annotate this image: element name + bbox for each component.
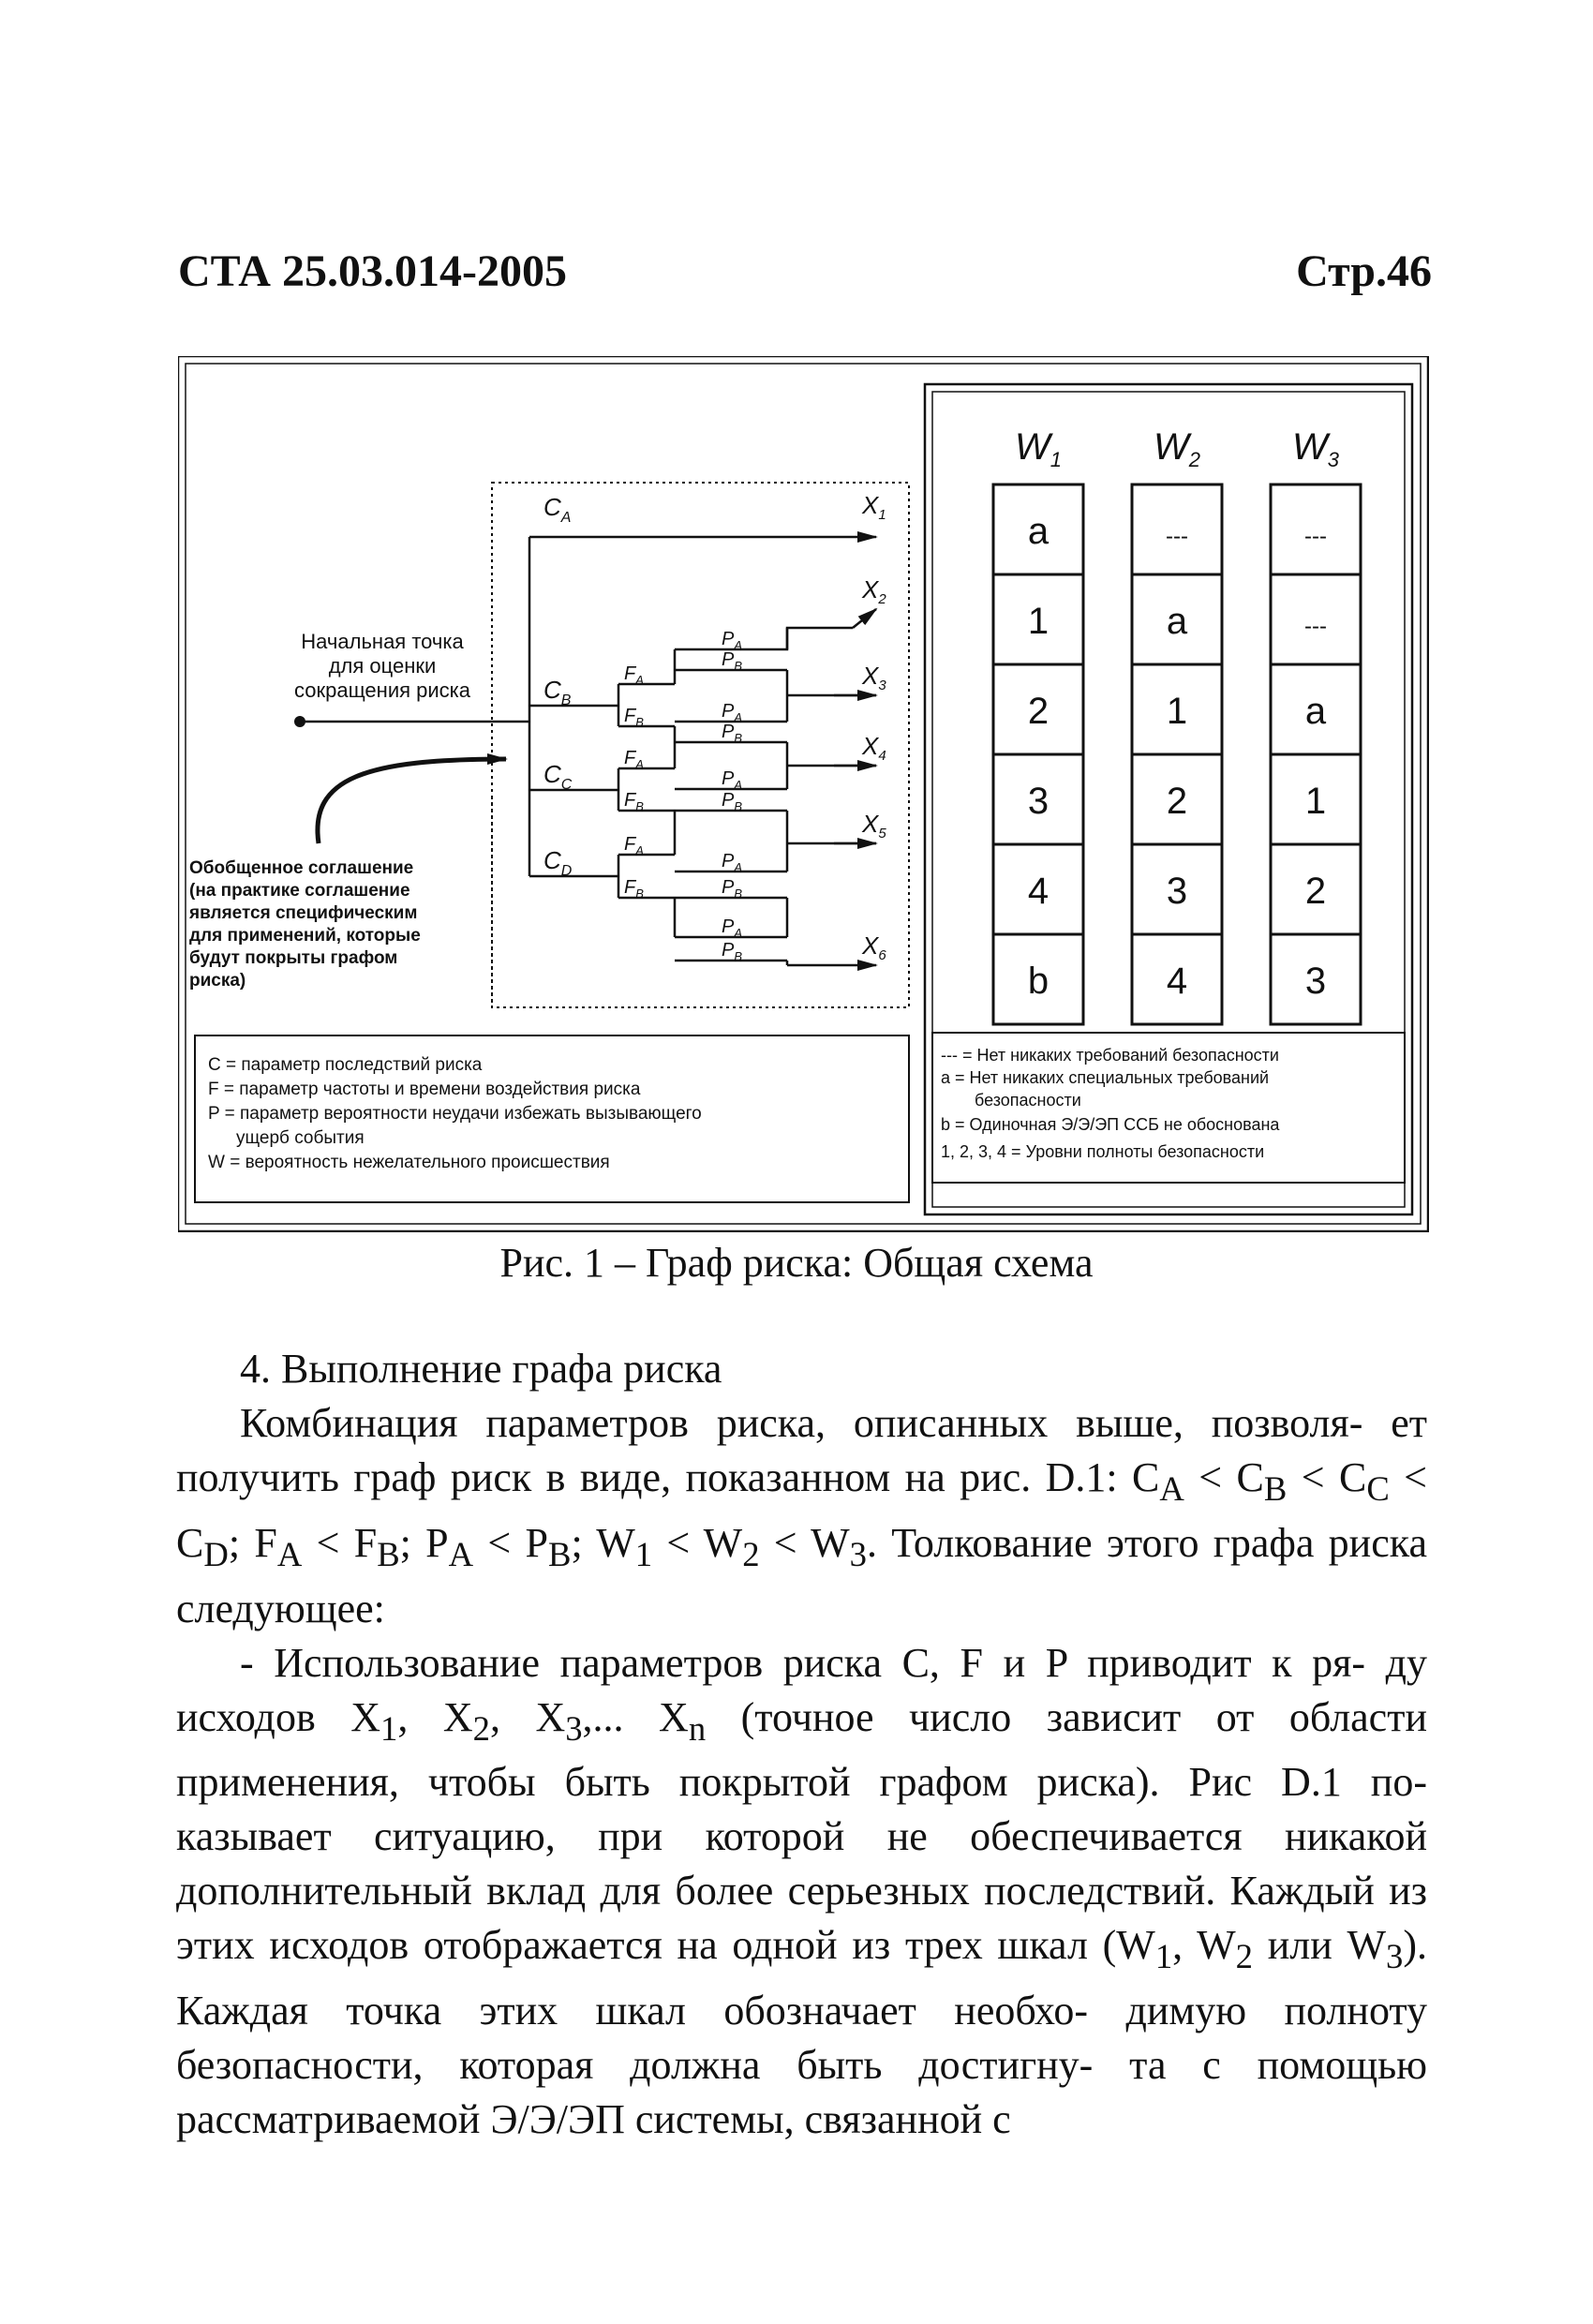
w-cell-value: a: [1304, 691, 1327, 732]
p1-text: < C: [176, 1454, 1427, 1566]
p2-sub: 1: [380, 1708, 398, 1748]
p2-text: Каждый из этих исходов отображается на одной из трех шкал: [176, 1868, 1427, 1969]
p2-text: ду исходов X: [176, 1639, 1428, 1740]
p1-text: ; W: [571, 1519, 635, 1566]
w-cell-value: 3: [1166, 871, 1188, 912]
w-scale-grid: [993, 484, 1361, 1024]
f-label-b-2: $F_B$: [624, 790, 644, 813]
p1-sub: 1: [634, 1534, 653, 1573]
w-cell-value: ---: [1304, 524, 1327, 549]
c-label-a: $C_A$: [543, 493, 572, 526]
legend-p-continued: ущерб события: [236, 1128, 365, 1148]
p2-text: , X: [397, 1693, 473, 1740]
p1-text: < W: [759, 1519, 850, 1566]
w-cell-value: b: [1027, 961, 1050, 1002]
p-label-b-3: $P_B$: [722, 790, 743, 813]
x-label-3: $X_3$: [862, 662, 886, 693]
w-cell-value: a: [1027, 511, 1050, 552]
w-cell-value: 3: [1027, 781, 1050, 822]
paragraph-2: [176, 1636, 1427, 2148]
agreement-line-4: для применений, которые: [189, 926, 421, 946]
p2-sub: 2: [472, 1708, 490, 1748]
agreement-line-2: (на практике соглашение: [189, 881, 410, 901]
f-label-a-2: $F_A$: [624, 748, 644, 771]
p1-text: < F: [302, 1519, 378, 1566]
p1-sub: A: [448, 1534, 474, 1573]
w-legend-dash: --- = Нет никаких требований безопасности: [941, 1046, 1279, 1065]
p-label-b-2: $P_B$: [722, 722, 743, 745]
p-label-b-4: $P_B$: [722, 877, 743, 901]
w-cell-value: 2: [1166, 781, 1188, 822]
document-code: СТА 25.03.014-2005: [178, 246, 567, 296]
f-label-b-3: $F_B$: [624, 877, 644, 901]
p2-text: (точное число зависит от области: [706, 1693, 1427, 1740]
w-legend-levels: 1, 2, 3, 4 = Уровни полноты безопасности: [941, 1142, 1265, 1161]
agreement-line-3: является специфическим: [189, 903, 418, 923]
p1-text: < P: [473, 1519, 549, 1566]
w-legend-a: a = Нет никаких специальных требований: [941, 1068, 1270, 1087]
legend-c: C = параметр последствий риска: [208, 1055, 483, 1075]
agreement-line-1: Обобщенное соглашение: [189, 858, 414, 878]
body-text: [176, 1342, 1427, 2147]
w-header-3: $W_3$: [1291, 426, 1340, 471]
p2-text: или W: [1252, 1922, 1387, 1969]
page-number: Стр.46: [1296, 246, 1432, 296]
legend-f: F = параметр частоты и времени воздействия риска: [208, 1080, 641, 1099]
p1-sub: 3: [849, 1534, 867, 1573]
p2-text: та с помощью рассматриваемой Э/Э/ЭП системы, связанной с: [176, 2042, 1428, 2143]
p1-line-last: графа риска следующее:: [176, 1519, 1428, 1631]
c-label-c: $C_C$: [543, 760, 573, 793]
p2-text: дополнительный вклад для более серьезных последствий.: [176, 1868, 1216, 1914]
p1-text: . Толкование этого: [866, 1519, 1199, 1566]
w-cell-value: ---: [1166, 524, 1188, 549]
p2-sub: 1: [1154, 1937, 1173, 1976]
p1-sub: A: [276, 1534, 303, 1573]
x-label-6: $X_6$: [862, 931, 886, 963]
p1-text: < C: [1184, 1454, 1264, 1500]
p-label-a-3: $P_A$: [722, 768, 743, 792]
p1-sub: 2: [742, 1534, 760, 1573]
p1-sub: C: [1366, 1468, 1390, 1508]
p1-text: ет получить граф риск в виде, показанном на рис. D.1: C: [176, 1400, 1427, 1500]
p1-sub: D: [203, 1534, 229, 1573]
p1-sub: B: [548, 1534, 572, 1573]
f-label-a-3: $F_A$: [624, 834, 644, 857]
figure-outer-frame: [178, 356, 1428, 1231]
start-point-line-2: для оценки: [328, 654, 437, 678]
legend-p: P = параметр вероятности неудачи избежать вызывающего: [208, 1104, 702, 1124]
w-legend-a-continued: безопасности: [975, 1091, 1081, 1110]
legend-w: W = вероятность нежелательного происшествия: [208, 1153, 610, 1172]
w-cell-value: 1: [1304, 781, 1327, 822]
p1-line-1: Комбинация параметров риска, описанных выше, позволя-: [240, 1400, 1363, 1446]
p2-sub: n: [688, 1708, 707, 1748]
w-cell-value: 1: [1166, 691, 1188, 732]
agreement-line-5: будут покрыты графом: [189, 948, 398, 968]
p2-sub: 3: [565, 1708, 583, 1748]
p2-text: , W: [1172, 1922, 1236, 1969]
x-label-4: $X_4$: [862, 732, 886, 764]
p2-text: - Использование параметров риска C, F и P приводит к ря-: [240, 1639, 1366, 1686]
p2-text: (W: [1102, 1922, 1155, 1969]
c-label-b: $C_B$: [543, 676, 572, 708]
f-label-b-1: $F_B$: [624, 706, 644, 729]
paragraph-1: [176, 1396, 1427, 1636]
p2-text: димую полноту безопасности, которая должна быть достигну-: [176, 1988, 1428, 2089]
w-header-1: $W_1$: [1014, 426, 1063, 471]
p-label-a-2: $P_A$: [722, 701, 743, 724]
w-header-2: $W_2$: [1153, 426, 1201, 471]
start-point-line-3: сокращения риска: [294, 678, 470, 702]
p1-sub: B: [377, 1534, 400, 1573]
p1-sub: B: [1263, 1468, 1288, 1508]
p2-sub: 2: [1235, 1937, 1253, 1976]
x-label-2: $X_2$: [862, 575, 886, 607]
c-label-d: $C_D$: [543, 846, 573, 879]
w-legend-b: b = Одиночная Э/Э/ЭП ССБ не обоснована: [941, 1115, 1280, 1134]
w-cell-value: 3: [1304, 961, 1327, 1002]
start-point-line-1: Начальная точка: [301, 630, 464, 653]
w-cell-value: a: [1166, 601, 1188, 642]
p1-sub: A: [1159, 1468, 1184, 1508]
p2-text: ,... X: [582, 1693, 689, 1740]
x-label-1: $X_1$: [862, 491, 886, 523]
w-cell-value: 2: [1304, 871, 1327, 912]
p1-text: ; F: [228, 1519, 277, 1566]
section-heading: 4. Выполнение графа риска: [240, 1346, 722, 1392]
p2-text: ). Каждая точка этих шкал обозначает необхо-: [176, 1922, 1428, 2034]
p2-text: казывает ситуацию, при которой не обеспечивается никакой: [176, 1813, 1427, 1860]
w-cell-value: 4: [1166, 961, 1188, 1002]
p2-text: применения, чтобы быть покрытой графом риска). Рис D.1 по-: [176, 1759, 1427, 1806]
risk-graph-figure: [178, 356, 1429, 1232]
p2-sub: 3: [1386, 1937, 1404, 1976]
agreement-line-6: риска): [189, 971, 246, 991]
w-cell-value: 2: [1027, 691, 1050, 732]
w-cell-value: 1: [1027, 601, 1050, 642]
p1-text: ; P: [399, 1519, 449, 1566]
p-label-b-5: $P_B$: [722, 940, 743, 963]
p-label-a-5: $P_A$: [722, 916, 743, 940]
w-cell-value: 4: [1027, 871, 1050, 912]
p2-text: , X: [489, 1693, 566, 1740]
p-label-b-1: $P_B$: [722, 649, 743, 673]
f-label-a-1: $F_A$: [624, 663, 644, 687]
w-cell-value: ---: [1304, 614, 1327, 639]
p-label-a-1: $P_A$: [722, 629, 743, 652]
p-label-a-4: $P_A$: [722, 851, 743, 874]
x-label-5: $X_5$: [862, 810, 886, 842]
p1-text: < W: [652, 1519, 743, 1566]
p1-text: < C: [1287, 1454, 1367, 1500]
figure-caption: Рис. 1 – Граф риска: Общая схема: [499, 1240, 1094, 1286]
